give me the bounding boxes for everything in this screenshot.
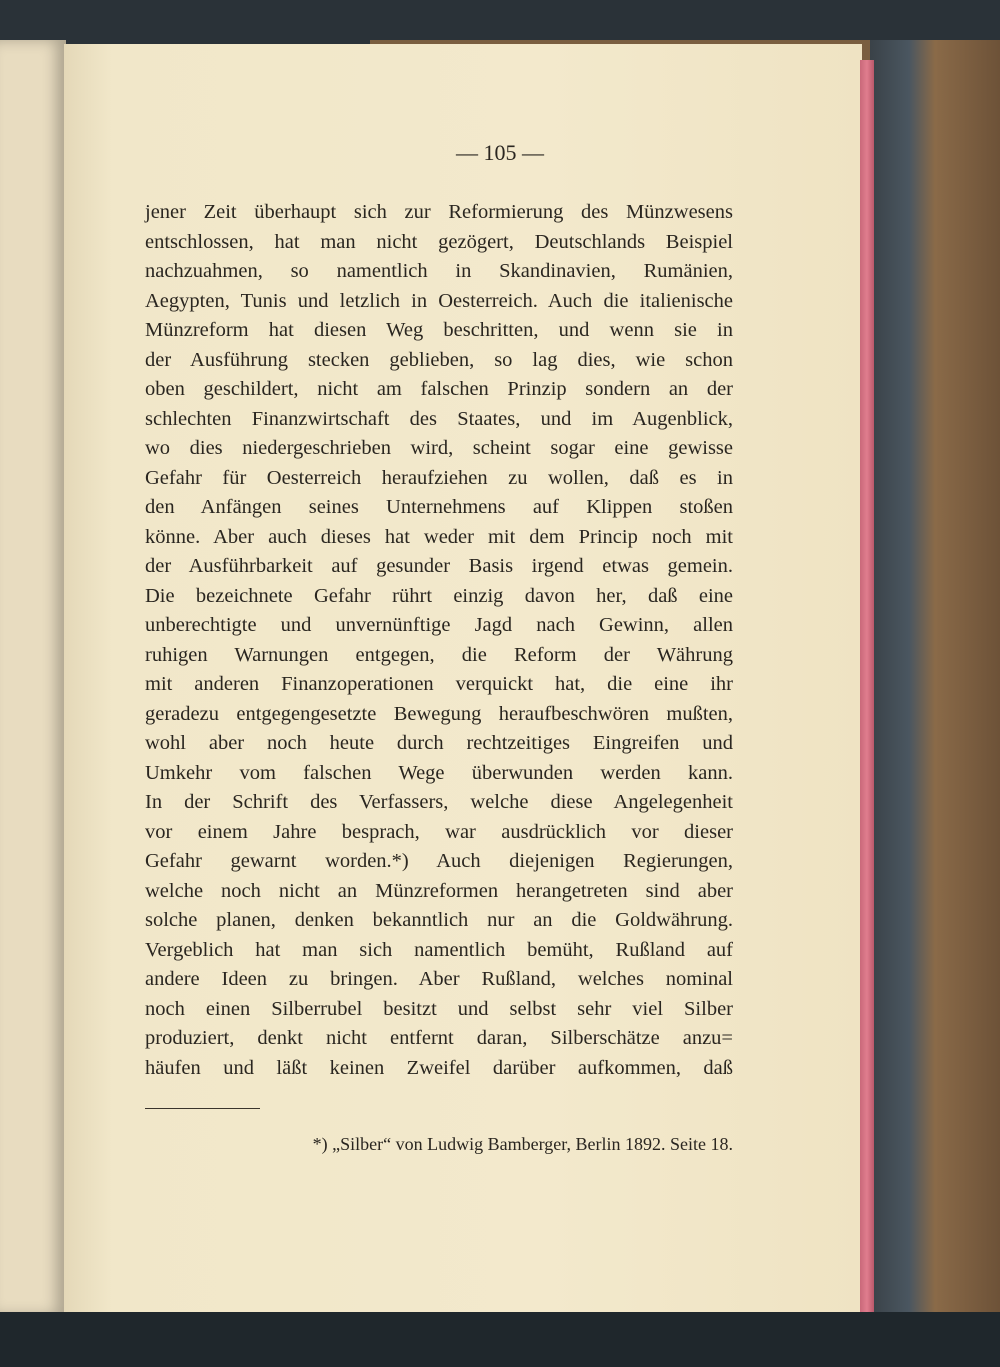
- text-line: Münzreform hat diesen Weg beschritten, und wenn sie in: [145, 319, 733, 341]
- text-line: wohl aber noch heute durch rechtzeitiges Eingreifen und: [145, 732, 733, 754]
- text-line: schlechten Finanzwirtschaft des Staates, und im Augenblick,: [145, 407, 733, 430]
- page-number: — 105 —: [456, 140, 544, 165]
- text-line: Gefahr für Oesterreich heraufziehen zu wollen, daß es in: [145, 466, 733, 489]
- text-line: Umkehr vom falschen Wege überwunden werden kann.: [145, 761, 733, 784]
- text-line: solche planen, denken bekanntlich nur an die Goldwährung.: [145, 909, 733, 931]
- text-line: Die bezeichnete Gefahr rührt einzig davon her, daß eine: [145, 584, 733, 607]
- text-line: noch einen Silberrubel besitzt und selbst sehr viel Silber: [145, 997, 733, 1020]
- text-line: der Ausführung stecken geblieben, so lag dies, wie schon: [145, 348, 733, 371]
- text-line: mit anderen Finanzoperationen verquickt hat, die eine ihr: [145, 673, 733, 695]
- text-line: andere Ideen zu bringen. Aber Rußland, welches nominal: [145, 968, 733, 990]
- text-line: jener Zeit überhaupt sich zur Reformierung des Münzwesens: [145, 201, 733, 223]
- text-line: entschlossen, hat man nicht gezögert, Deutschlands Beispiel: [145, 230, 733, 253]
- background-bottom: [0, 1312, 1000, 1367]
- text-line: unberechtigte und unvernünftige Jagd nach Gewinn, allen: [145, 614, 733, 636]
- text-line: wo dies niedergeschrieben wird, scheint sogar eine gewisse: [145, 437, 733, 459]
- footnote-rule: [145, 1108, 260, 1109]
- text-line: häufen und läßt keinen Zweifel darüber aufkommen, daß: [145, 1056, 733, 1079]
- book-cover-right: [870, 40, 1000, 1340]
- text-line: nachzuahmen, so namentlich in Skandinavien, Rumänien,: [145, 260, 733, 282]
- text-line: den Anfängen seines Unternehmens auf Klippen stoßen: [145, 496, 733, 518]
- text-line: welche noch nicht an Münzreformen herangetreten sind aber: [145, 879, 733, 902]
- page-edge-red: [860, 60, 874, 1312]
- text-line: ruhigen Warnungen entgegen, die Reform der Währung: [145, 643, 733, 666]
- text-line: oben geschildert, nicht am falschen Prinzip sondern an der: [145, 378, 733, 400]
- text-line: vor einem Jahre besprach, war ausdrücklich vor dieser: [145, 820, 733, 843]
- footnote: *) „Silber“ von Ludwig Bamberger, Berlin 1892. Seite 18.: [312, 1134, 733, 1154]
- text-line: Gefahr gewarnt worden.*) Auch diejenigen Regierungen,: [145, 850, 733, 872]
- left-page-edge: [0, 40, 66, 1315]
- text-line: der Ausführbarkeit auf gesunder Basis irgend etwas gemein.: [145, 555, 733, 577]
- text-line: In der Schrift des Verfassers, welche diese Angelegenheit: [145, 791, 733, 813]
- text-line: Vergeblich hat man sich namentlich bemüht, Rußland auf: [145, 938, 733, 961]
- text-line: geradezu entgegengesetzte Bewegung heraufbeschwören mußten,: [145, 702, 733, 725]
- text-line: Aegypten, Tunis und letzlich in Oesterreich. Auch die italienische: [145, 289, 733, 312]
- text-line: könne. Aber auch dieses hat weder mit dem Princip noch mit: [145, 525, 733, 548]
- body-text: [145, 198, 733, 1083]
- text-line: produziert, denkt nicht entfernt daran, Silberschätze anzu=: [145, 1027, 733, 1049]
